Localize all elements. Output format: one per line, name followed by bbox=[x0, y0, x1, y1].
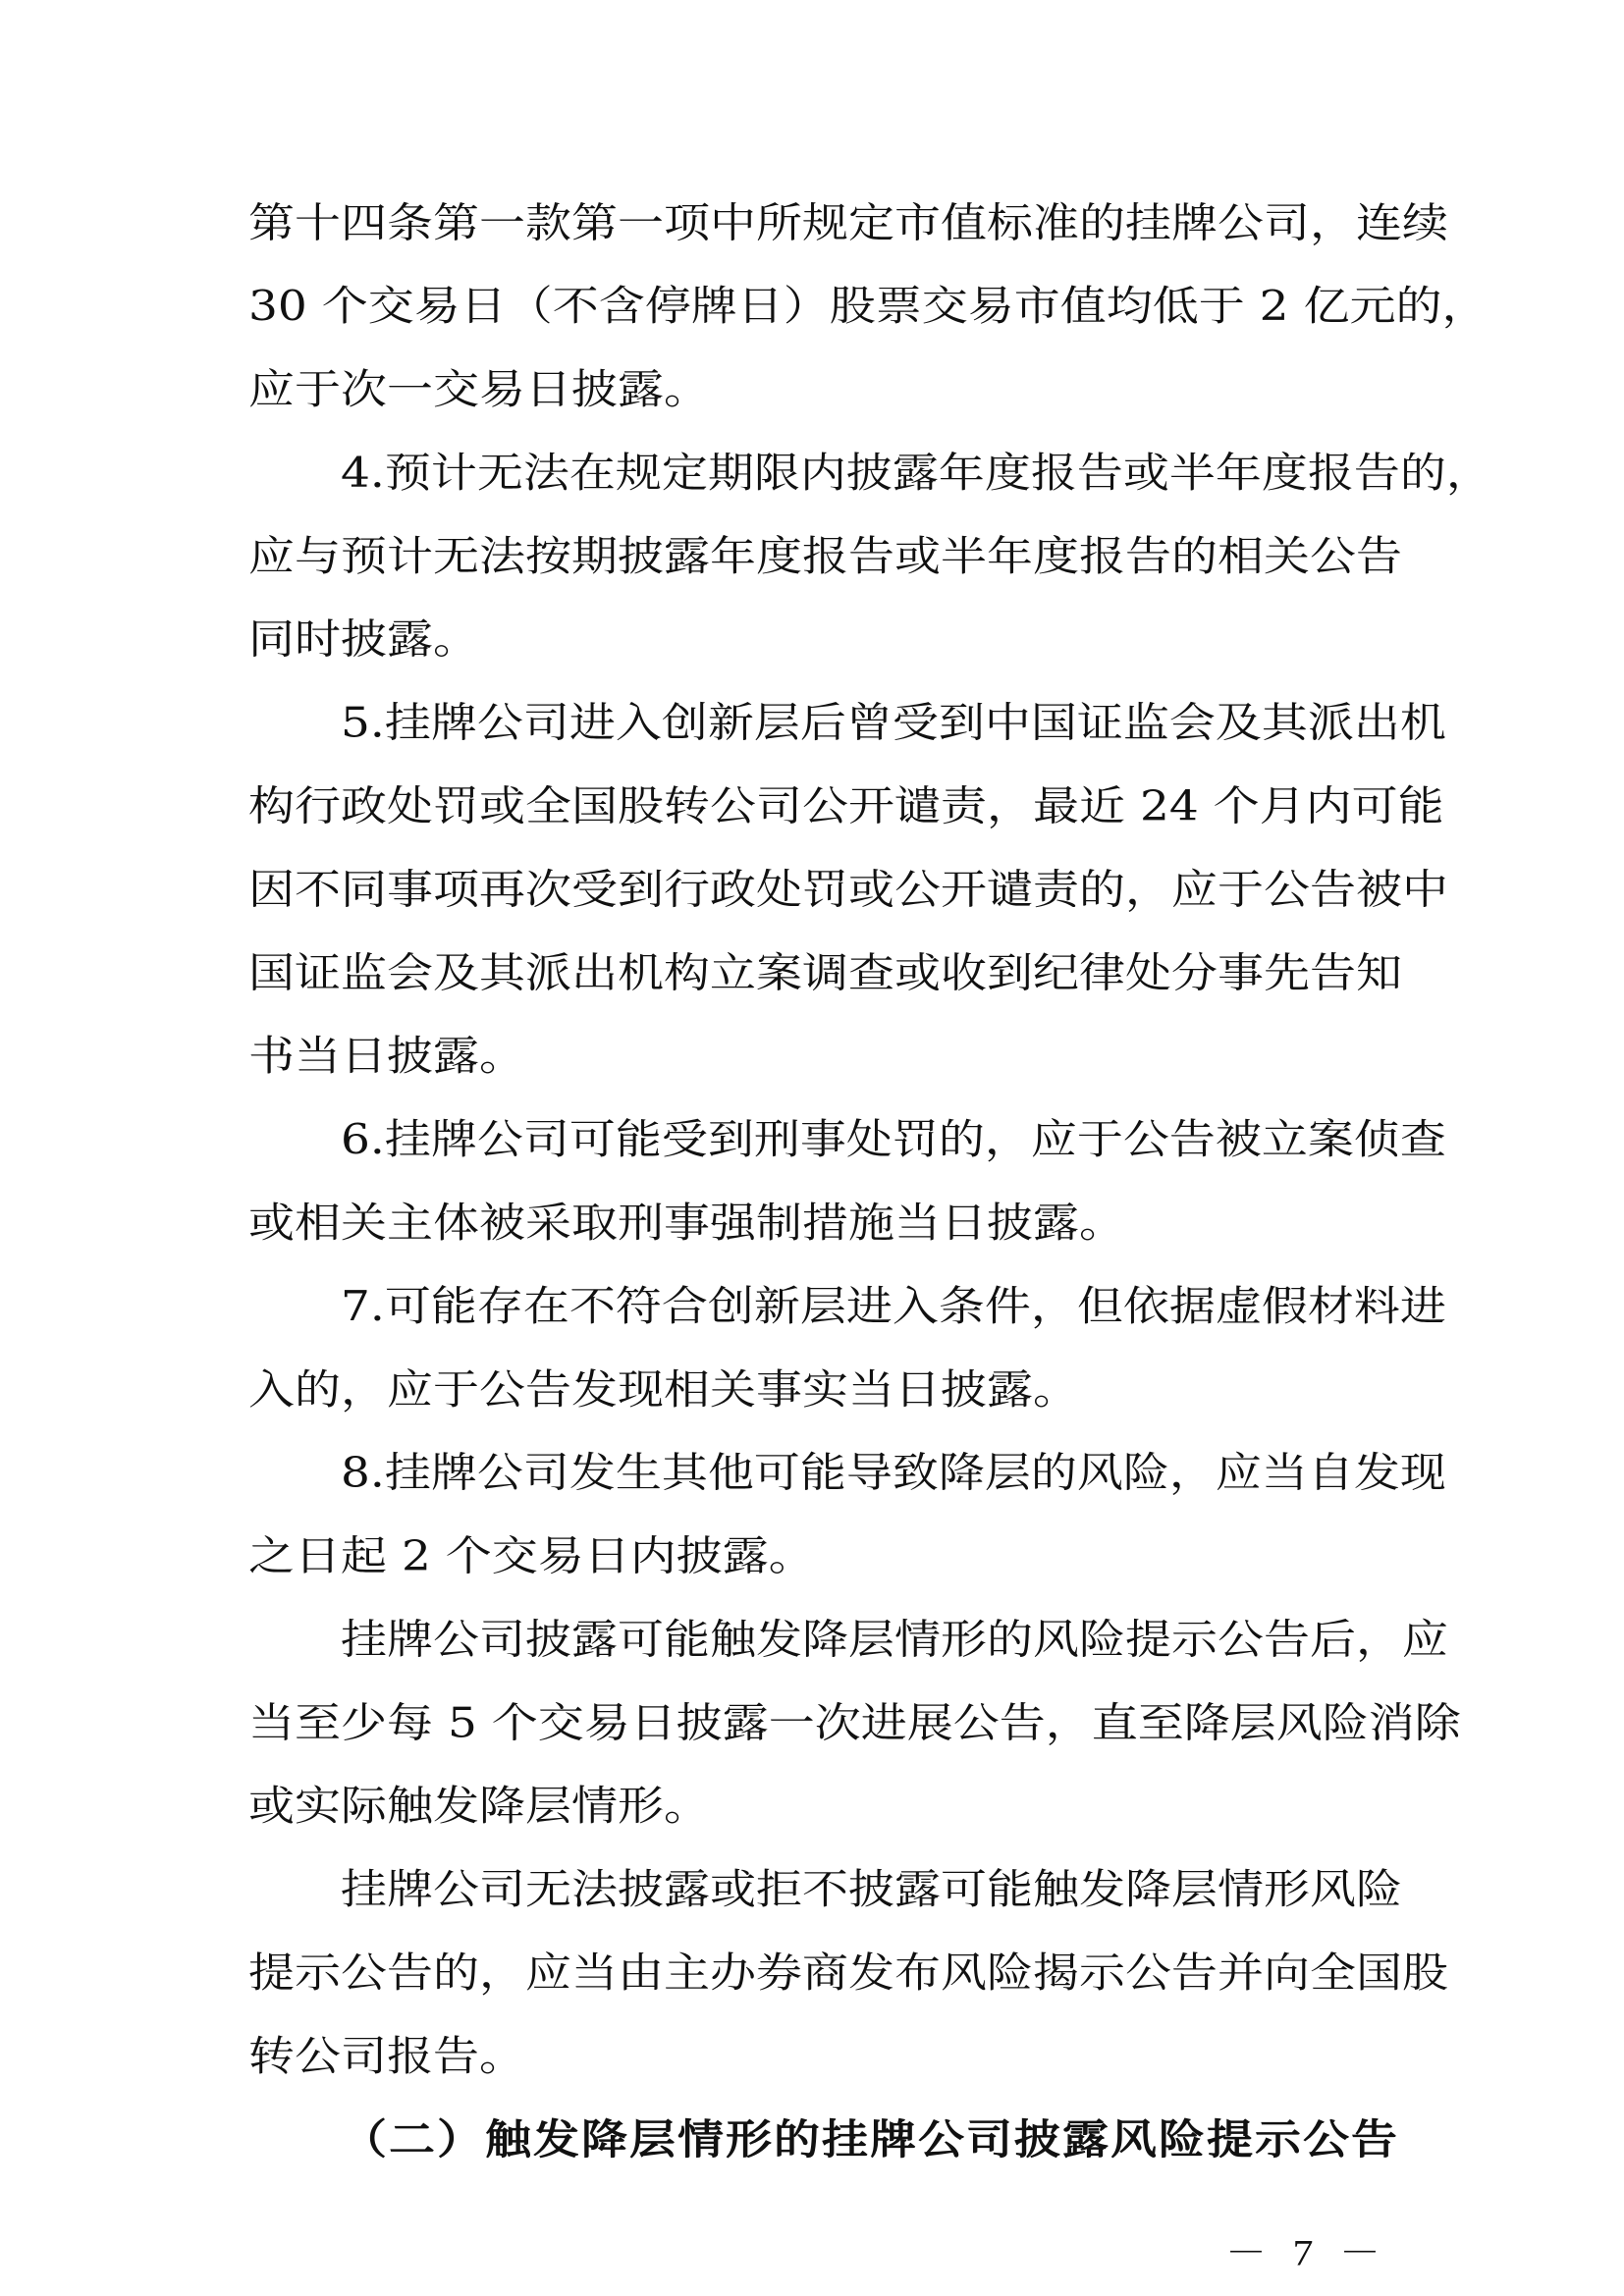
paragraph-2-line-3: 同时披露。 bbox=[248, 615, 479, 665]
page-number: － 7 － bbox=[1224, 2233, 1388, 2274]
paragraph-7-line-1: 挂牌公司披露可能触发降层情形的风险提示公告后，应 bbox=[341, 1616, 1448, 1665]
paragraph-7-line-2: 当至少每 5 个交易日披露一次进展公告，直至降层风险消除 bbox=[248, 1698, 1461, 1748]
paragraph-5-line-1: 7.可能存在不符合创新层进入条件，但依据虚假材料进 bbox=[341, 1282, 1446, 1331]
paragraph-5-line-2: 入的，应于公告发现相关事实当日披露。 bbox=[248, 1365, 1079, 1415]
paragraph-8-line-3: 转公司报告。 bbox=[248, 2032, 525, 2081]
paragraph-6-line-1: 8.挂牌公司发生其他可能导致降层的风险，应当自发现 bbox=[341, 1449, 1446, 1498]
paragraph-3-line-2: 构行政处罚或全国股转公司公开谴责，最近 24 个月内可能 bbox=[248, 782, 1444, 831]
paragraph-4-line-1: 6.挂牌公司可能受到刑事处罚的，应于公告被立案侦查 bbox=[341, 1115, 1446, 1164]
paragraph-3-line-4: 国证监会及其派出机构立案调查或收到纪律处分事先告知 bbox=[248, 948, 1402, 998]
paragraph-6-line-2: 之日起 2 个交易日内披露。 bbox=[248, 1532, 815, 1581]
paragraph-3-line-5: 书当日披露。 bbox=[248, 1032, 525, 1081]
paragraph-4-line-2: 或相关主体被采取刑事强制措施当日披露。 bbox=[248, 1199, 1125, 1248]
paragraph-2-line-1: 4.预计无法在规定期限内披露年度报告或半年度报告的， bbox=[341, 449, 1492, 498]
paragraph-1-line-2: 30 个交易日（不含停牌日）股票交易市值均低于 2 亿元的， bbox=[248, 282, 1489, 331]
paragraph-1-line-3: 应于次一交易日披露。 bbox=[248, 365, 710, 414]
paragraph-3-line-1: 5.挂牌公司进入创新层后曾受到中国证监会及其派出机 bbox=[341, 699, 1446, 748]
paragraph-7-line-3: 或实际触发降层情形。 bbox=[248, 1782, 710, 1831]
paragraph-1-line-1: 第十四条第一款第一项中所规定市值标准的挂牌公司，连续 bbox=[248, 198, 1448, 247]
paragraph-8-line-2: 提示公告的，应当由主办券商发布风险揭示公告并向全国股 bbox=[248, 1949, 1448, 1998]
paragraph-3-line-3: 因不同事项再次受到行政处罚或公开谴责的，应于公告被中 bbox=[248, 865, 1448, 915]
section-heading: （二）触发降层情形的挂牌公司披露风险提示公告 bbox=[341, 2115, 1399, 2164]
paragraph-8-line-1: 挂牌公司无法披露或拒不披露可能触发降层情形风险 bbox=[341, 1865, 1402, 1914]
paragraph-2-line-2: 应与预计无法按期披露年度报告或半年度报告的相关公告 bbox=[248, 532, 1402, 581]
